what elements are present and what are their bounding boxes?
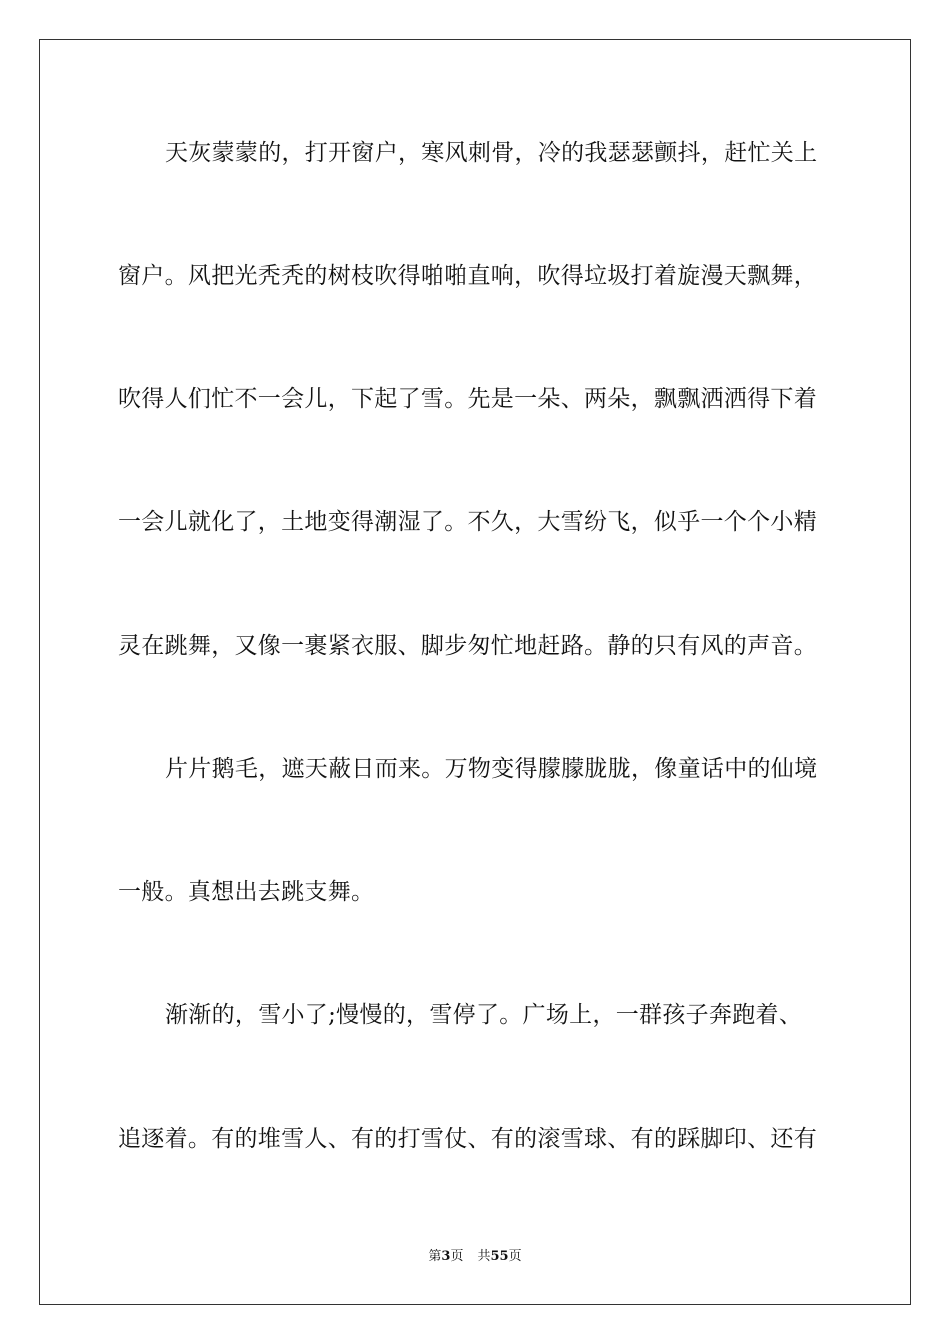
page-suffix: 页 bbox=[450, 1249, 464, 1264]
text-line-4: 一会儿就化了，土地变得潮湿了。不久，大雪纷飞，似乎一个个小精 bbox=[118, 509, 817, 535]
text-line-7: 一般。真想出去跳支舞。 bbox=[118, 879, 375, 905]
text-line-6: 片片鹅毛，遮天蔽日而来。万物变得朦朦胧胧，像童话中的仙境 bbox=[165, 756, 818, 782]
text-line-9: 追逐着。有的堆雪人、有的打雪仗、有的滚雪球、有的踩脚印、还有 bbox=[118, 1126, 817, 1152]
text-line-5: 灵在跳舞，又像一裹紧衣服、脚步匆忙地赶路。静的只有风的声音。 bbox=[118, 633, 817, 659]
total-prefix: 共 bbox=[477, 1249, 491, 1264]
text-line-3: 吹得人们忙不一会儿，下起了雪。先是一朵、两朵，飘飘洒洒得下着 bbox=[118, 386, 817, 412]
text-line-8: 渐渐的，雪小了;慢慢的，雪停了。广场上，一群孩子奔跑着、 bbox=[165, 1002, 803, 1028]
page-border bbox=[39, 39, 911, 1305]
text-line-2: 窗户。风把光秃秃的树枝吹得啪啪直响，吹得垃圾打着旋漫天飘舞， bbox=[118, 263, 817, 289]
text-line-1: 天灰蒙蒙的，打开窗户，寒风刺骨，冷的我瑟瑟颤抖，赶忙关上 bbox=[165, 140, 818, 166]
page-number: 3 bbox=[441, 1249, 451, 1264]
page-prefix: 第 bbox=[428, 1249, 442, 1264]
total-suffix: 页 bbox=[508, 1249, 522, 1264]
page-footer bbox=[0, 1248, 950, 1266]
total-pages: 55 bbox=[490, 1249, 509, 1264]
